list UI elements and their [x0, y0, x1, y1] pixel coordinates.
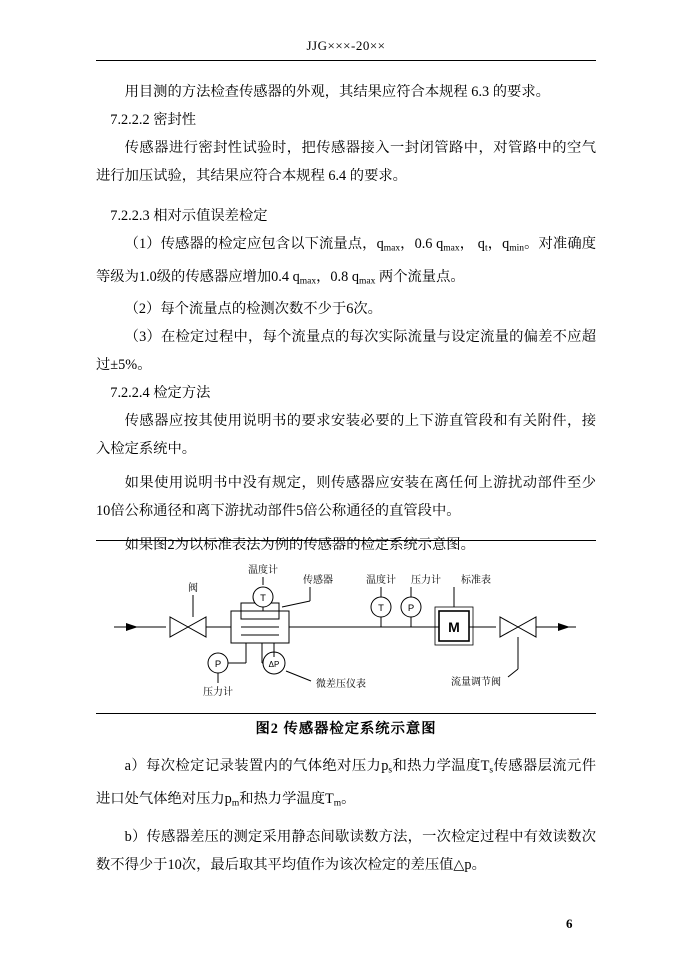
label-thermometer-right: 温度计 — [366, 575, 396, 586]
label-standard-meter: 标准表 — [461, 575, 491, 586]
document-body — [96, 78, 596, 559]
text-flow-points-e: 。对准确度等级为1.0级的传感器应增加0.4 q — [96, 236, 597, 285]
figure-2-caption: 图2 传感器检定系统示意图 — [255, 721, 437, 737]
sub-qmax-2: max — [443, 243, 460, 254]
paragraph-figure-reference: 如果图2为以标准表法为例的传感器的检定系统示意图。 — [124, 537, 475, 554]
text-flow-points-i: 两个流量点。 — [375, 268, 465, 285]
node-thermometer-left-label: T — [260, 593, 266, 604]
page-number: 6 — [566, 916, 573, 931]
label-flow-control-valve: 流量调节阀 — [451, 677, 501, 688]
paragraph-detection-count: （2）每个流量点的检测次数不少于6次。 — [124, 301, 382, 318]
note-a-text-3: 传感器层流元件进口处气体绝对压力p — [96, 758, 596, 807]
label-pressure-gauge-right: 压力计 — [411, 575, 441, 586]
node-thermometer-right-label: T — [378, 603, 384, 614]
paragraph-deviation-limit: （3）在检定过程中，每个流量点的每次实际流量与设定流量的偏差不应超过±5%。 — [96, 329, 596, 374]
node-diff-pressure-label: ΔP — [268, 660, 280, 669]
label-thermometer-left: 温度计 — [248, 565, 278, 576]
header-divider — [96, 60, 596, 61]
note-a-text-4: 和热力学温度T — [239, 790, 334, 807]
page-header: JJG×××-20×× — [306, 38, 386, 53]
paragraph-installation: 传感器应按其使用说明书的要求安装必要的上下游直管段和有关附件，接入检定系统中。 — [96, 413, 596, 458]
figure-2-frame — [96, 540, 596, 714]
label-micro-diff-meter: 微差压仪表 — [316, 679, 366, 690]
label-valve: 阀 — [188, 583, 198, 594]
figure-2-container — [96, 540, 596, 714]
figure-2-diagram — [96, 541, 596, 713]
node-standard-meter-label: M — [448, 619, 460, 635]
paragraph-flow-points — [96, 230, 596, 295]
text-flow-points-g: ，0.8 q — [316, 268, 359, 285]
note-a-text-1: a）每次检定记录装置内的气体绝对压力p — [124, 758, 389, 774]
text-flow-points-b: ，0.6 q — [400, 236, 444, 252]
paragraph-straight-pipe: 如果使用说明书中没有规定，则传感器应安装在离任何上游扰动部件至少10倍公称通径和离下游扰动部件5倍公称通径的直管段中。 — [96, 475, 596, 520]
sub-qmax-4: max — [358, 276, 376, 287]
note-a — [96, 752, 596, 817]
note-a-text-2: 和热力学温度T — [392, 758, 490, 774]
sub-qmax-1: max — [383, 243, 401, 254]
note-b: b）传感器差压的测定采用静态间歇读数方法，一次检定过程中有效读数次数不得少于10次，最后取其平均值作为该次检定的差压值△p。 — [96, 829, 596, 874]
node-pressure-left-label: P — [214, 659, 222, 670]
sub-qmin: min — [509, 243, 525, 254]
heading-7-2-2-4: 7.2.2.4 检定方法 — [110, 385, 211, 402]
heading-7-2-2-2: 7.2.2.2 密封性 — [110, 112, 197, 128]
note-a-sub-4: m — [333, 798, 342, 809]
note-a-sub-1: s — [388, 765, 393, 776]
paragraph-sealing-test: 传感器进行密封性试验时，把传感器接入一封闭管路中，对管路中的空气进行加压试验，其结果应符合本规程 6.4 的要求。 — [96, 140, 596, 184]
note-a-text-5: 。 — [341, 790, 356, 807]
sub-qmax-3: max — [299, 276, 317, 287]
node-pressure-right-label: P — [407, 603, 415, 614]
note-a-sub-3: m — [231, 798, 240, 809]
text-flow-points-a: （1）传感器的检定应包含以下流量点，q — [124, 236, 384, 252]
text-flow-points-c: ， q — [459, 236, 485, 252]
text-flow-points-d: ，q — [487, 236, 510, 252]
heading-7-2-2-3: 7.2.2.3 相对示值误差检定 — [110, 208, 268, 224]
paragraph-appearance-check: 用目测的方法检查传感器的外观，其结果应符合本规程 6.3 的要求。 — [124, 84, 550, 100]
note-a-sub-2: s — [489, 765, 494, 776]
document-notes — [96, 752, 596, 879]
label-sensor: 传感器 — [303, 575, 333, 586]
sub-qt: t — [484, 243, 488, 254]
label-pressure-gauge-left: 压力计 — [203, 687, 233, 698]
